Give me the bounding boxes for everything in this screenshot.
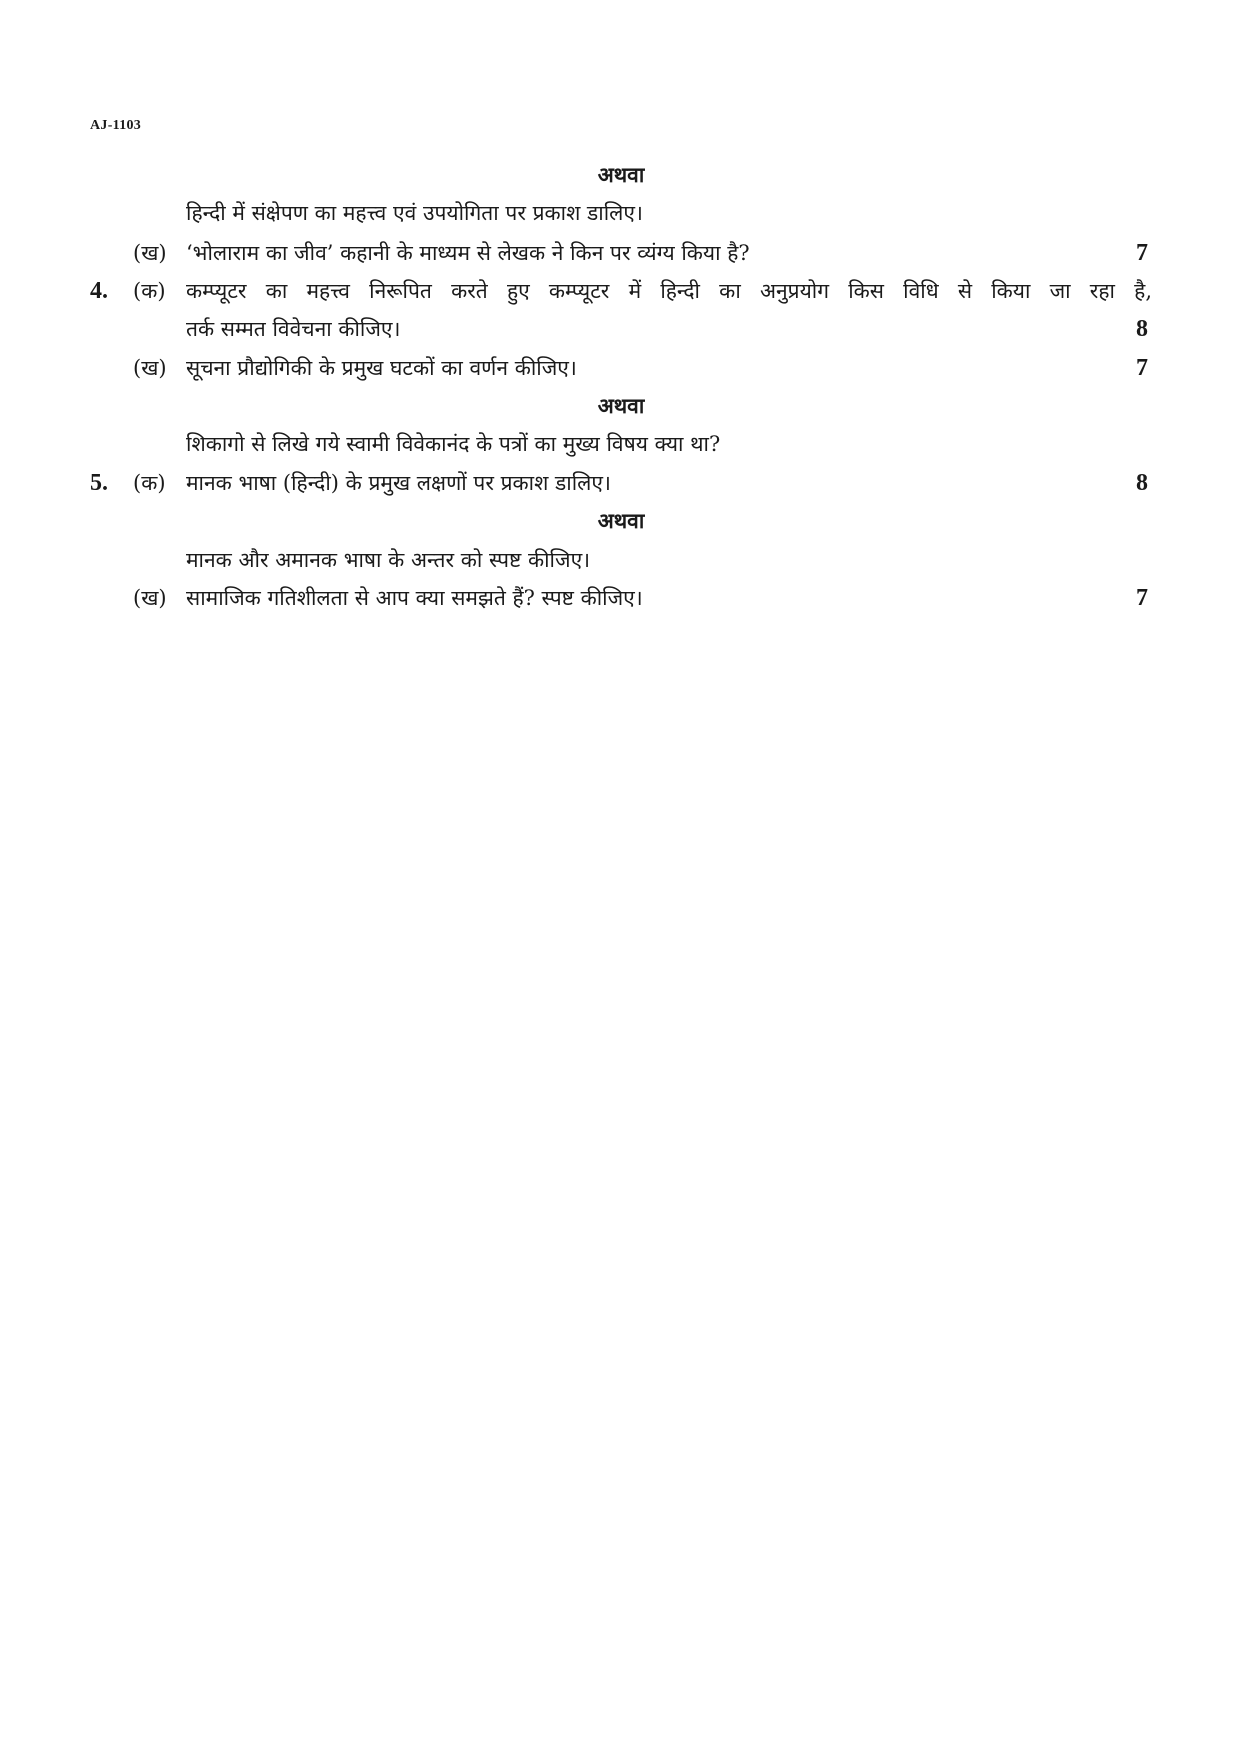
question-line — [0, 425, 1242, 463]
or-heading: अथवा — [597, 508, 645, 533]
question-line — [0, 541, 1242, 579]
marks: 8 — [1136, 316, 1148, 342]
question-text: तर्क सम्मत विवेचना कीजिए। — [186, 317, 401, 341]
question-line — [0, 272, 1242, 310]
question-text: मानक और अमानक भाषा के अन्तर को स्पष्ट कीजिए। — [186, 548, 591, 572]
or-heading: अथवा — [597, 393, 645, 418]
question-text: शिकागो से लिखे गये स्वामी विवेकानंद के पत्रों का मुख्य विषय क्या था? — [186, 432, 721, 456]
question-line — [0, 310, 1242, 348]
question-line — [0, 194, 1242, 232]
question-line — [0, 349, 1242, 387]
question-text: हिन्दी में संक्षेपण का महत्त्व एवं उपयोगिता पर प्रकाश डालिए। — [186, 201, 643, 225]
or-divider-line — [0, 387, 1242, 425]
question-number: 4. — [90, 278, 108, 304]
subpart-label: (ख) — [133, 241, 167, 265]
question-line — [0, 464, 1242, 502]
or-heading: अथवा — [597, 162, 645, 187]
marks: 8 — [1136, 470, 1148, 496]
subpart-label: (ख) — [133, 586, 167, 610]
question-line — [0, 234, 1242, 272]
paper-code: AJ-1103 — [90, 118, 142, 133]
subpart-label: (क) — [133, 279, 166, 303]
question-text: मानक भाषा (हिन्दी) के प्रमुख लक्षणों पर प्रकाश डालिए। — [186, 471, 611, 495]
subpart-label: (ख) — [133, 356, 167, 380]
marks: 7 — [1136, 585, 1148, 611]
marks: 7 — [1136, 240, 1148, 266]
question-text: सामाजिक गतिशीलता से आप क्या समझते हैं? स्पष्ट कीजिए। — [186, 586, 643, 610]
or-divider-line — [0, 502, 1242, 540]
question-number: 5. — [90, 470, 108, 496]
question-text: सूचना प्रौद्योगिकी के प्रमुख घटकों का वर्णन कीजिए। — [186, 356, 577, 380]
subpart-label: (क) — [133, 471, 166, 495]
marks: 7 — [1136, 355, 1148, 381]
or-divider-line — [0, 156, 1242, 194]
question-text: ‘भोलाराम का जीव’ कहानी के माध्यम से लेखक ने किन पर व्यंग्य किया है? — [186, 241, 750, 265]
question-line — [0, 579, 1242, 617]
question-text: कम्प्यूटर का महत्त्व निरूपित करते हुए कम्प्यूटर में हिन्दी का अनुप्रयोग किस विधि से किया जा रहा है, — [186, 279, 1152, 303]
